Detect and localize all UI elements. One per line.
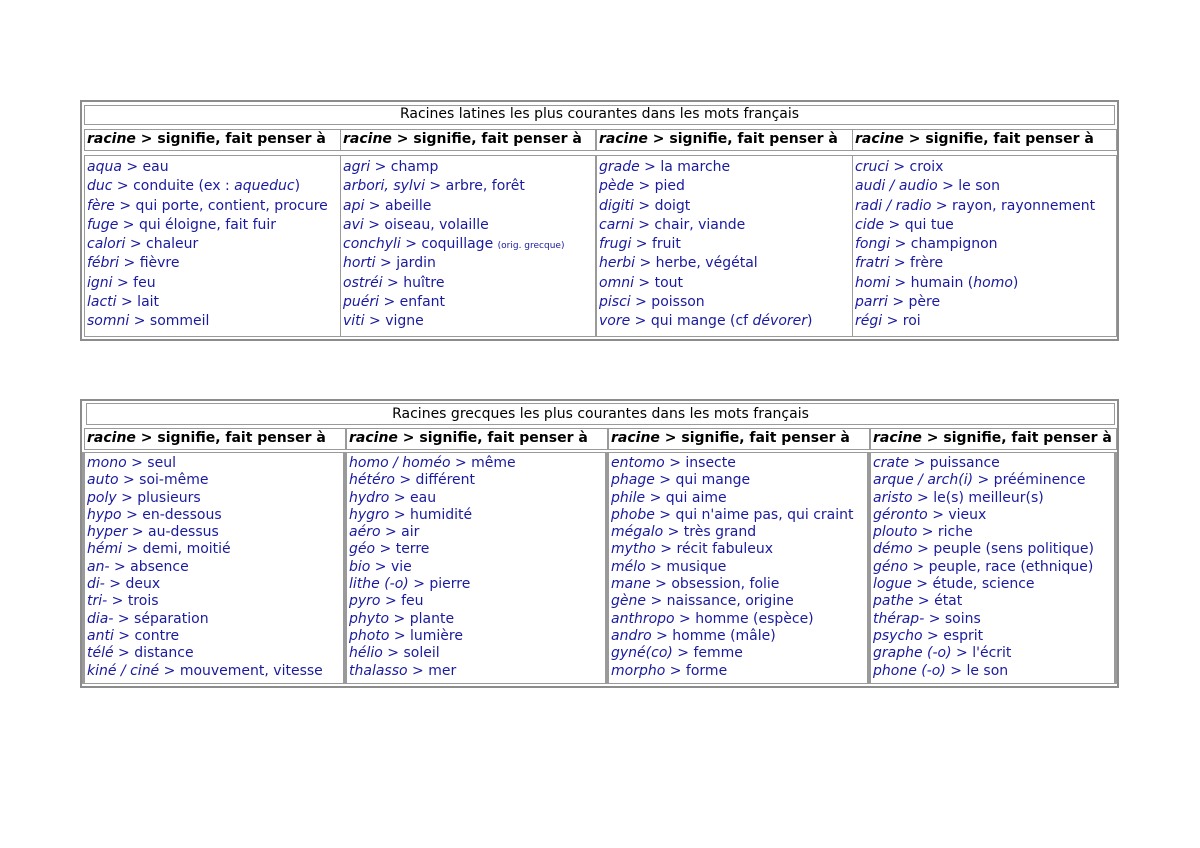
- root-meaning: > soi-même: [118, 472, 209, 489]
- list-item: [341, 312, 595, 331]
- root-term: hypo: [87, 506, 122, 523]
- root-meaning: > très grand: [663, 524, 757, 541]
- root-term: herbi: [599, 255, 636, 272]
- root-term: cruci: [855, 159, 889, 175]
- list-item: [609, 541, 867, 558]
- root-meaning: > chair, viande: [633, 216, 746, 233]
- root-term: fuge: [87, 216, 119, 233]
- root-term: phobe: [611, 506, 655, 523]
- root-term: tri-: [87, 593, 108, 610]
- root-meaning: > vigne: [364, 313, 424, 330]
- root-term: api: [343, 197, 365, 214]
- root-term: duc: [87, 178, 113, 195]
- root-term: anthropo: [611, 610, 675, 627]
- root-term: pisci: [599, 294, 631, 311]
- latin-column-3: [596, 155, 853, 337]
- closing-paren: ): [294, 178, 301, 195]
- root-meaning: > poisson: [630, 294, 705, 311]
- root-meaning: > coquillage: [400, 236, 498, 253]
- root-meaning: > la marche: [639, 159, 731, 175]
- list-item: [871, 455, 1114, 472]
- list-item: [85, 312, 340, 331]
- root-term: pathe: [873, 593, 914, 610]
- latin-header-2: racine > signifie, fait penser à: [340, 129, 596, 151]
- list-item: [853, 235, 1116, 254]
- root-meaning: > roi: [882, 313, 921, 330]
- list-item: [609, 611, 867, 628]
- root-meaning: > qui mange: [654, 472, 751, 489]
- list-item: [609, 507, 867, 524]
- root-meaning: > femme: [672, 645, 743, 662]
- root-meaning: > demi, moitié: [122, 541, 231, 558]
- root-term: grade: [599, 159, 640, 175]
- root-meaning: > frère: [889, 255, 944, 272]
- list-item: [341, 216, 595, 235]
- list-item: [597, 216, 852, 235]
- list-item: [347, 507, 605, 524]
- root-term: hydro: [349, 489, 390, 506]
- root-term: régi: [855, 313, 883, 330]
- root-term: vore: [599, 313, 631, 330]
- root-meaning: > pierre: [408, 576, 471, 593]
- root-meaning: > terre: [375, 541, 430, 558]
- list-item: [853, 293, 1116, 312]
- list-item: [347, 645, 605, 662]
- list-item: [871, 559, 1114, 576]
- list-item: [341, 177, 595, 196]
- root-term: mane: [611, 576, 651, 593]
- list-item: [597, 235, 852, 254]
- list-item: [609, 490, 867, 507]
- list-item: [871, 576, 1114, 593]
- list-item: [597, 293, 852, 312]
- latin-roots-table: [80, 100, 1119, 341]
- list-item: [85, 559, 343, 576]
- root-meaning: > abeille: [364, 197, 432, 214]
- list-item: [85, 490, 343, 507]
- list-item: [85, 197, 340, 216]
- root-term: bio: [349, 558, 371, 575]
- latin-column-4: [852, 155, 1117, 337]
- root-meaning: > qui aime: [645, 489, 727, 506]
- root-term: aéro: [349, 524, 381, 541]
- root-meaning: > étude, science: [911, 576, 1035, 593]
- root-term: hygro: [349, 506, 390, 523]
- list-item: [871, 645, 1114, 662]
- root-term: lacti: [87, 294, 117, 311]
- root-meaning: > champ: [370, 159, 439, 175]
- root-term: calori: [87, 236, 126, 253]
- list-item: [341, 293, 595, 312]
- list-item: [347, 628, 605, 645]
- root-term: démo: [873, 541, 913, 558]
- list-item: [871, 663, 1114, 680]
- greek-column-2: [344, 452, 608, 684]
- root-meaning: > père: [887, 294, 941, 311]
- root-term: fongi: [855, 236, 891, 253]
- root-term: thérap-: [873, 610, 925, 627]
- list-item: [85, 254, 340, 273]
- closing-paren: ): [807, 313, 813, 330]
- list-item: [609, 645, 867, 662]
- greek-header-4: racine > signifie, fait penser à: [870, 428, 1117, 450]
- root-term: di-: [87, 576, 105, 593]
- list-item: [85, 541, 343, 558]
- root-term: conchyli: [343, 236, 401, 253]
- root-meaning: > homme (mâle): [651, 627, 776, 644]
- list-item: [85, 472, 343, 489]
- root-meaning: > obsession, folie: [650, 576, 780, 593]
- root-meaning: > contre: [113, 627, 180, 644]
- greek-header-1: racine > signifie, fait penser à: [84, 428, 346, 450]
- root-term: igni: [87, 274, 113, 291]
- root-term: omni: [599, 274, 634, 291]
- root-term: géno: [873, 558, 908, 575]
- root-term: aristo: [873, 489, 913, 506]
- root-term: andro: [611, 627, 652, 644]
- root-meaning: > croix: [888, 159, 944, 175]
- list-item: [341, 197, 595, 216]
- root-meaning: > forme: [665, 662, 728, 679]
- root-meaning: > différent: [394, 472, 476, 489]
- root-meaning: > chaleur: [125, 236, 199, 253]
- root-term: crate: [873, 455, 910, 471]
- root-meaning: > trois: [107, 593, 159, 610]
- list-item: [347, 455, 605, 472]
- list-item: [871, 507, 1114, 524]
- root-term: cide: [855, 216, 885, 233]
- list-item: [871, 472, 1114, 489]
- list-item: [597, 312, 852, 331]
- root-meaning: > le son: [945, 662, 1009, 679]
- root-term: frugi: [599, 236, 632, 253]
- list-item: [597, 177, 852, 196]
- list-item: [341, 274, 595, 293]
- list-item: [609, 472, 867, 489]
- root-meaning: > air: [380, 524, 420, 541]
- greek-roots-table: [80, 399, 1119, 688]
- root-term: anti: [87, 627, 114, 644]
- root-term: phile: [611, 489, 646, 506]
- root-meaning: > qui n'aime pas, qui craint: [654, 506, 854, 523]
- root-term: plouto: [873, 524, 918, 541]
- root-meaning: > qui porte, contient, procure: [114, 197, 328, 214]
- root-meaning: > naissance, origine: [646, 593, 794, 610]
- root-meaning: > pied: [634, 178, 685, 195]
- root-term: télé: [87, 645, 114, 662]
- list-item: [853, 177, 1116, 196]
- list-item: [347, 559, 605, 576]
- root-meaning: > humain (: [889, 274, 974, 291]
- list-item: [609, 628, 867, 645]
- root-meaning: > champignon: [890, 236, 998, 253]
- root-term: ostréi: [343, 274, 383, 291]
- root-meaning: > rayon, rayonnement: [931, 197, 1096, 214]
- root-meaning: > enfant: [379, 294, 446, 311]
- root-meaning: > l'écrit: [951, 645, 1012, 662]
- root-meaning: > qui tue: [884, 216, 954, 233]
- list-item: [85, 524, 343, 541]
- list-item: [347, 663, 605, 680]
- root-term: phyto: [349, 610, 390, 627]
- root-meaning: > peuple (sens politique): [912, 541, 1094, 558]
- list-item: [347, 611, 605, 628]
- root-meaning: > musique: [645, 558, 727, 575]
- root-meaning: > homme (espèce): [674, 610, 814, 627]
- list-item: [853, 197, 1116, 216]
- root-term: graphe (-o): [873, 645, 952, 662]
- greek-header-3: racine > signifie, fait penser à: [608, 428, 870, 450]
- list-item: [853, 216, 1116, 235]
- root-term: homo / homéo: [349, 455, 451, 471]
- root-meaning: > en-dessous: [121, 506, 222, 523]
- root-meaning: > même: [450, 455, 516, 471]
- root-term: mélo: [611, 558, 646, 575]
- root-term: mytho: [611, 541, 656, 558]
- list-item: [609, 663, 867, 680]
- root-meaning: > doigt: [633, 197, 691, 214]
- list-item: [597, 158, 852, 177]
- list-item: [597, 197, 852, 216]
- root-term: géronto: [873, 506, 928, 523]
- closing-paren: ): [1012, 274, 1019, 291]
- root-term: audi / audio: [855, 178, 938, 195]
- list-item: [347, 576, 605, 593]
- list-item: [609, 559, 867, 576]
- root-meaning: > insecte: [664, 455, 736, 471]
- root-meaning: > état: [913, 593, 963, 610]
- list-item: [85, 645, 343, 662]
- root-meaning: > plusieurs: [116, 489, 201, 506]
- root-meaning: > qui mange (cf: [630, 313, 753, 330]
- root-meaning: > soins: [924, 610, 981, 627]
- list-item: [871, 628, 1114, 645]
- root-meaning: > absence: [109, 558, 189, 575]
- root-term: carni: [599, 216, 634, 233]
- root-meaning: > esprit: [922, 627, 984, 644]
- root-term: arbori, sylvi: [343, 178, 425, 195]
- root-term: fère: [87, 197, 115, 214]
- root-meaning: > vieux: [927, 506, 987, 523]
- root-meaning: > seul: [126, 455, 176, 471]
- root-term: dia-: [87, 610, 114, 627]
- root-meaning: > fruit: [631, 236, 681, 253]
- root-term: horti: [343, 255, 376, 272]
- root-term: hyper: [87, 524, 128, 541]
- root-meaning: > peuple, race (ethnique): [907, 558, 1094, 575]
- root-term: pyro: [349, 593, 381, 610]
- root-term: digiti: [599, 197, 634, 214]
- list-item: [853, 312, 1116, 331]
- list-item: [85, 216, 340, 235]
- root-term: parri: [855, 294, 888, 311]
- latin-column-1: [84, 155, 341, 337]
- list-item: [85, 507, 343, 524]
- list-item: [341, 158, 595, 177]
- root-meaning: > feu: [380, 593, 424, 610]
- root-term: lithe (-o): [349, 576, 409, 593]
- list-item: [85, 593, 343, 610]
- root-term: aqua: [87, 159, 122, 175]
- example-word: homo: [973, 274, 1013, 291]
- list-item: [347, 593, 605, 610]
- root-meaning: > prééminence: [973, 472, 1086, 489]
- list-item: [85, 235, 340, 254]
- list-item: [85, 611, 343, 628]
- root-term: thalasso: [349, 662, 408, 679]
- greek-table-title: Racines grecques les plus courantes dans les mots français: [86, 403, 1115, 425]
- list-item: [853, 158, 1116, 177]
- list-item: [871, 611, 1114, 628]
- root-meaning: > feu: [112, 274, 156, 291]
- root-term: géo: [349, 541, 376, 558]
- root-term: mono: [87, 455, 127, 471]
- root-term: kiné / ciné: [87, 662, 160, 679]
- root-meaning: > humidité: [389, 506, 473, 523]
- root-term: hélio: [349, 645, 383, 662]
- root-term: fratri: [855, 255, 890, 272]
- root-term: logue: [873, 576, 912, 593]
- root-meaning: > le(s) meilleur(s): [912, 489, 1044, 506]
- root-meaning: > mouvement, vitesse: [159, 662, 323, 679]
- list-item: [85, 158, 340, 177]
- example-word: dévorer: [752, 313, 808, 330]
- root-meaning: > conduite (ex :: [112, 178, 235, 195]
- origin-note: (orig. grecque): [497, 241, 565, 252]
- root-meaning: > soleil: [382, 645, 440, 662]
- root-meaning: > qui éloigne, fait fuir: [118, 216, 277, 233]
- root-term: psycho: [873, 627, 923, 644]
- list-item: [597, 254, 852, 273]
- root-meaning: > jardin: [375, 255, 436, 272]
- root-meaning: > au-dessus: [127, 524, 219, 541]
- root-meaning: > lumière: [389, 627, 463, 644]
- root-meaning: > arbre, forêt: [424, 178, 525, 195]
- root-term: fébri: [87, 255, 120, 272]
- root-meaning: > herbe, végétal: [635, 255, 758, 272]
- root-term: hémi: [87, 541, 123, 558]
- list-item: [871, 490, 1114, 507]
- root-term: auto: [87, 472, 119, 489]
- list-item: [853, 254, 1116, 273]
- list-item: [609, 455, 867, 472]
- root-term: gène: [611, 593, 646, 610]
- list-item: [85, 628, 343, 645]
- list-item: [85, 177, 340, 196]
- list-item: [347, 524, 605, 541]
- root-term: photo: [349, 627, 390, 644]
- root-meaning: > récit fabuleux: [655, 541, 774, 558]
- root-term: radi / radio: [855, 197, 932, 214]
- example-word: aqueduc: [234, 178, 295, 195]
- list-item: [347, 541, 605, 558]
- root-term: avi: [343, 216, 364, 233]
- root-meaning: > eau: [389, 489, 437, 506]
- list-item: [85, 455, 343, 472]
- root-term: somni: [87, 313, 130, 330]
- list-item: [609, 524, 867, 541]
- root-meaning: > plante: [389, 610, 455, 627]
- greek-header-2: racine > signifie, fait penser à: [346, 428, 608, 450]
- root-term: puéri: [343, 294, 380, 311]
- root-term: hétéro: [349, 472, 395, 489]
- root-term: pède: [599, 178, 634, 195]
- root-meaning: > lait: [116, 294, 160, 311]
- root-term: homi: [855, 274, 890, 291]
- root-meaning: > eau: [121, 159, 169, 175]
- list-item: [853, 274, 1116, 293]
- root-term: viti: [343, 313, 365, 330]
- root-meaning: > vie: [370, 558, 412, 575]
- latin-header-4: racine > signifie, fait penser à: [852, 129, 1117, 151]
- root-term: poly: [87, 489, 117, 506]
- root-meaning: > huître: [382, 274, 445, 291]
- root-meaning: > deux: [104, 576, 161, 593]
- latin-header-1: racine > signifie, fait penser à: [84, 129, 341, 151]
- root-meaning: > mer: [407, 662, 457, 679]
- root-meaning: > tout: [633, 274, 684, 291]
- latin-column-2: [340, 155, 596, 337]
- list-item: [85, 274, 340, 293]
- root-meaning: > sommeil: [129, 313, 210, 330]
- root-term: entomo: [611, 455, 665, 471]
- list-item: [341, 254, 595, 273]
- root-term: morpho: [611, 662, 666, 679]
- list-item: [85, 576, 343, 593]
- root-meaning: > le son: [937, 178, 1000, 195]
- latin-header-3: racine > signifie, fait penser à: [596, 129, 853, 151]
- list-item: [85, 293, 340, 312]
- list-item: [871, 541, 1114, 558]
- greek-column-1: [82, 452, 346, 684]
- list-item: [85, 663, 343, 680]
- list-item: [871, 593, 1114, 610]
- list-item: [609, 576, 867, 593]
- root-term: arque / arch(i): [873, 472, 974, 489]
- greek-column-4: [868, 452, 1117, 684]
- list-item: [347, 490, 605, 507]
- list-item: [609, 593, 867, 610]
- root-meaning: > fièvre: [119, 255, 180, 272]
- root-term: an-: [87, 558, 110, 575]
- greek-column-3: [606, 452, 870, 684]
- root-term: gyné(co): [611, 645, 673, 662]
- root-term: mégalo: [611, 524, 664, 541]
- root-term: phage: [611, 472, 655, 489]
- latin-table-title: Racines latines les plus courantes dans les mots français: [84, 105, 1115, 125]
- root-meaning: > distance: [113, 645, 194, 662]
- list-item: [341, 235, 595, 254]
- root-meaning: > puissance: [909, 455, 1000, 471]
- root-meaning: > séparation: [113, 610, 209, 627]
- list-item: [347, 472, 605, 489]
- root-term: agri: [343, 159, 371, 175]
- root-term: phone (-o): [873, 662, 946, 679]
- root-meaning: > oiseau, volaille: [363, 216, 489, 233]
- list-item: [871, 524, 1114, 541]
- root-meaning: > riche: [917, 524, 973, 541]
- list-item: [597, 274, 852, 293]
